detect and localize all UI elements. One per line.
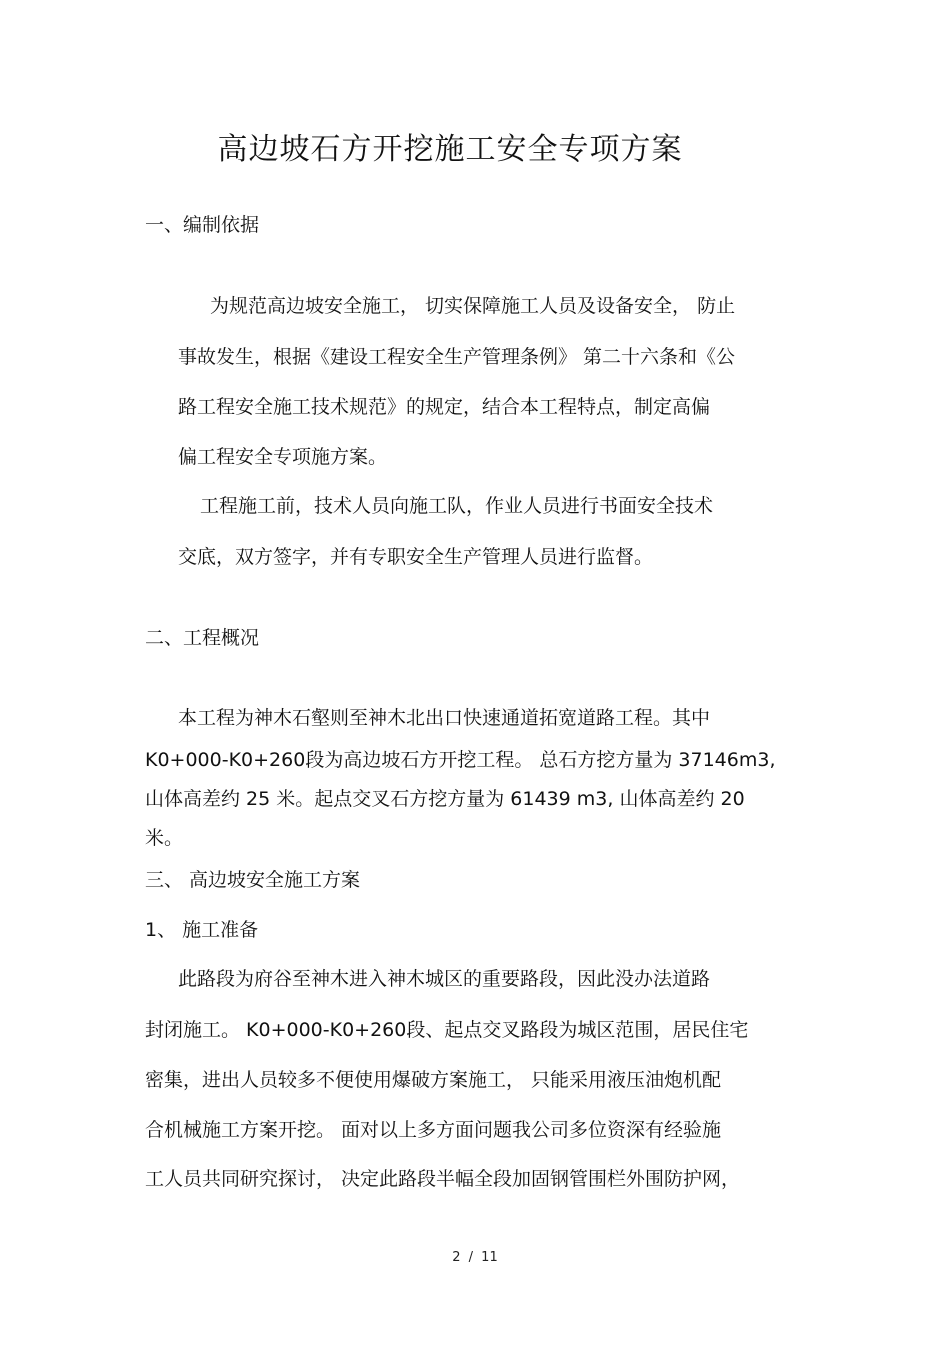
paragraph-line: 山体高差约 25 米。起点交叉石方挖方量为 61439 m3, 山体高差约 20 (145, 788, 745, 810)
paragraph-line: 工程施工前，技术人员向施工队，作业人员进行书面安全技术 (200, 495, 714, 517)
page-indicator: 2 / 11 (452, 1250, 498, 1265)
section-heading-basis: 一、编制依据 (145, 214, 260, 236)
section-heading-plan: 三、 高边坡安全施工方案 (145, 869, 361, 891)
paragraph-line: 为规范高边坡安全施工， 切实保障施工人员及设备安全， 防止 (210, 295, 736, 317)
paragraph-line: 米。 (145, 827, 184, 849)
section-heading-overview: 二、工程概况 (145, 627, 260, 649)
paragraph-line: 封闭施工。 K0+000-K0+260段、起点交叉路段为城区范围，居民住宅 (145, 1019, 749, 1041)
paragraph-line: 事故发生，根据《建设工程安全生产管理条例》 第二十六条和《公 (178, 346, 736, 368)
paragraph-line: 偏工程安全专项施方案。 (178, 446, 388, 468)
paragraph-line: 密集，进出人员较多不便使用爆破方案施工， 只能采用液压油炮机配 (145, 1069, 722, 1091)
subsection-heading-preparation: 1、 施工准备 (145, 919, 259, 941)
paragraph-line: K0+000-K0+260段为高边坡石方开挖工程。 总石方挖方量为 37146m3, (145, 749, 776, 771)
paragraph-line: 此路段为府谷至神木进入神木城区的重要路段，因此没办法道路 (178, 968, 711, 990)
paragraph-line: 交底，双方签字，并有专职安全生产管理人员进行监督。 (178, 546, 654, 568)
paragraph-line: 工人员共同研究探讨， 决定此路段半幅全段加固钢管围栏外围防护网， (145, 1168, 741, 1190)
paragraph-line: 本工程为神木石壑则至神木北出口快速通道拓宽道路工程。其中 (178, 707, 711, 729)
paragraph-line: 路工程安全施工技术规范》的规定，结合本工程特点，制定高偏 (178, 396, 711, 418)
paragraph-line: 合机械施工方案开挖。 面对以上多方面问题我公司多位资深有经验施 (145, 1119, 722, 1141)
document-title: 高边坡石方开挖施工安全专项方案 (217, 132, 683, 167)
